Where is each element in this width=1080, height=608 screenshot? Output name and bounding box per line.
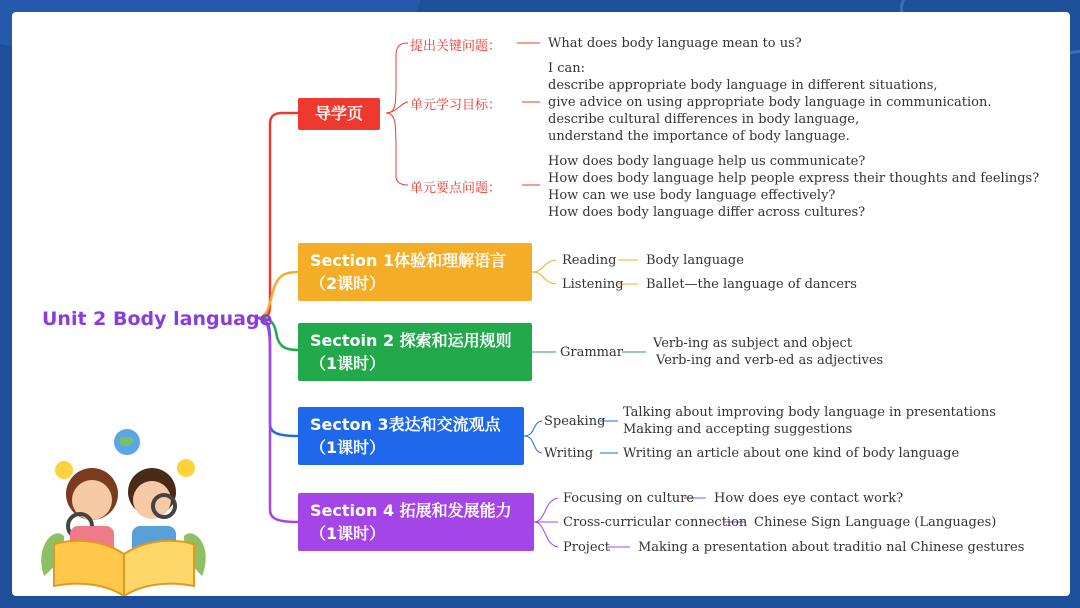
root-topic: Unit 2 Body language	[42, 308, 273, 330]
listening-text: Ballet—the language of dancers	[646, 277, 857, 292]
key-question-label: 提出关键问题：	[410, 39, 502, 54]
project-text: Making a presentation about traditio nal Chinese gestures	[638, 540, 1025, 555]
key-question-text: What does body language mean to us?	[548, 36, 802, 51]
speaking-line2: Making and accepting suggestions	[623, 422, 853, 437]
slide	[12, 12, 1070, 596]
section2-node	[298, 323, 532, 381]
culture-text: How does eye contact work?	[714, 491, 904, 506]
grammar-label: Grammar	[560, 345, 623, 360]
section1-hours: （2课时）	[310, 274, 386, 293]
grammar-line1: Verb-ing as subject and object	[653, 336, 853, 351]
points-text: How does body language help us communicate? How does body language help people express their thoughts and feelings? How can we use body language effectively? How does body language differ across cultures?	[548, 154, 1040, 220]
reading-label: Reading	[562, 253, 617, 268]
listening-label: Listening	[562, 277, 624, 292]
reading-text: Body language	[646, 253, 744, 268]
section2-title: Sectoin 2 探索和运用规则	[310, 331, 512, 350]
project-label: Project	[563, 540, 611, 555]
culture-label: Focusing on culture	[563, 491, 695, 506]
section1-node	[298, 243, 532, 301]
section2-hours: （1课时）	[310, 354, 386, 373]
section4-title: Section 4 拓展和发展能力	[310, 501, 512, 520]
speaking-label: Speaking	[544, 414, 606, 429]
section4-node	[298, 493, 534, 551]
section3-node	[298, 407, 524, 465]
writing-text: Writing an article about one kind of body language	[623, 446, 960, 461]
points-label: 单元要点问题：	[410, 181, 502, 196]
kids-reading-illustration	[34, 426, 214, 596]
cross-label: Cross-curricular connection	[563, 515, 748, 530]
section1-title: Section 1体验和理解语言	[310, 251, 507, 270]
section3-title: Secton 3表达和交流观点	[310, 415, 501, 434]
goals-text: I can: describe appropriate body language in different situations, give advice on using appropriate body language in communication. describe cultural differences in body language, understand the importance of body language.	[548, 61, 992, 144]
writing-label: Writing	[544, 446, 594, 461]
grammar-line2: Verb-ing and verb-ed as adjectives	[656, 353, 884, 368]
section4-hours: （1课时）	[310, 524, 386, 543]
cross-text: Chinese Sign Language (Languages)	[754, 515, 997, 530]
section3-hours: （1课时）	[310, 438, 386, 457]
goals-label: 单元学习目标：	[410, 98, 502, 113]
guide-node: 导学页	[298, 98, 380, 130]
speaking-line1: Talking about improving body language in presentations	[623, 405, 996, 420]
